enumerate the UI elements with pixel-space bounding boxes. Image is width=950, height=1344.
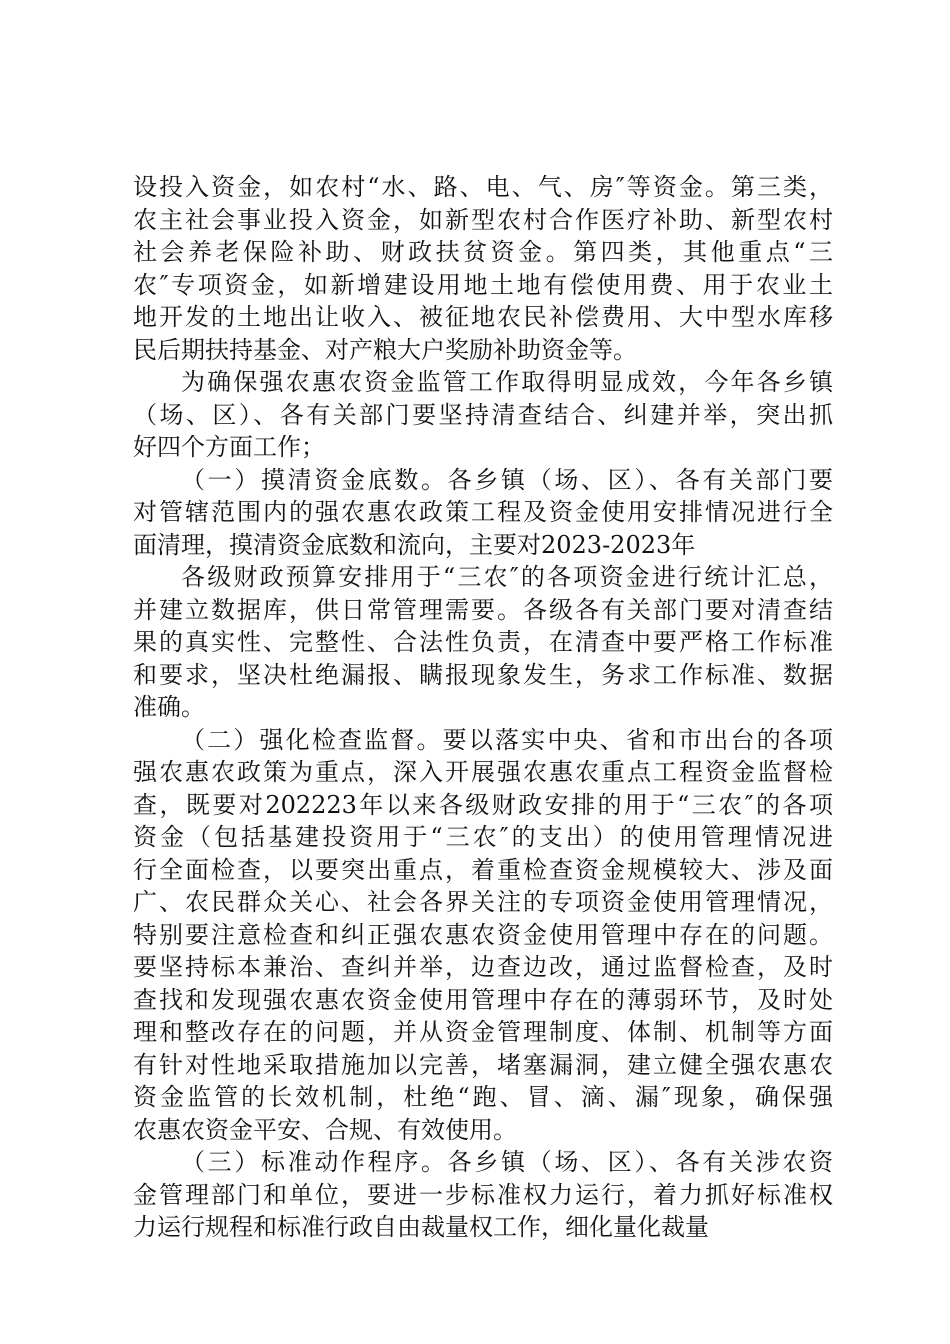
text-line: 并建立数据库，供日常管理需要。各级各有关部门要对清查结 bbox=[133, 595, 833, 624]
text-line: （二）强化检查监督。要以落实中央、省和市出台的各项 bbox=[181, 725, 833, 754]
text-line: 强农惠农政策为重点，深入开展强农惠农重点工程资金监督检 bbox=[133, 758, 833, 786]
text-line: 对管辖范围内的强农惠农政策工程及资金使用安排情况进行全 bbox=[133, 498, 833, 526]
text-line: 地开发的土地出让收入、被征地农民补偿费用、大中型水库移 bbox=[133, 303, 833, 331]
text-line: 理和整改存在的问题，并从资金管理制度、体制、机制等方面 bbox=[133, 1018, 833, 1046]
text-line: 特别要注意检查和纠正强农惠农资金使用管理中存在的问题。 bbox=[133, 920, 833, 949]
text-line: 有针对性地采取措施加以完善，堵塞漏洞，建立健全强农惠农 bbox=[133, 1050, 833, 1079]
text-line: 广、农民群众关心、社会各界关注的专项资金使用管理情况， bbox=[133, 888, 833, 916]
text-line: （一）摸清资金底数。各乡镇（场、区）、各有关部门要 bbox=[181, 465, 833, 494]
text-line: 力运行规程和标准行政自由裁量权工作，细化量化裁量 bbox=[133, 1213, 709, 1241]
text-line: （场、区）、各有关部门要坚持清查结合、纠建并举，突出抓 bbox=[133, 400, 833, 429]
text-line: 查，既要对202223年以来各级财政安排的用于“三农″的各项 bbox=[133, 790, 833, 819]
document-body bbox=[133, 171, 833, 1244]
text-line: 和要求，坚决杜绝漏报、瞒报现象发生，务求工作标准、数据 bbox=[133, 660, 833, 689]
text-line: 农主社会事业投入资金，如新型农村合作医疗补助、新型农村 bbox=[133, 205, 833, 234]
text-line: 为确保强农惠农资金监管工作取得明显成效，今年各乡镇 bbox=[181, 368, 833, 396]
text-line: 好四个方面工作； bbox=[133, 433, 325, 461]
text-line: 金管理部门和单位，要进一步标准权力运行，着力抓好标准权 bbox=[133, 1180, 833, 1209]
text-line: 查找和发现强农惠农资金使用管理中存在的薄弱环节，及时处 bbox=[133, 985, 833, 1014]
text-line: 面清理，摸清资金底数和流向，主要对2023-2023年 bbox=[133, 530, 696, 559]
text-line: 设投入资金，如农村“水、路、电、气、房″等资金。第三类， bbox=[133, 173, 833, 201]
text-line: 社会养老保险补助、财政扶贫资金。第四类，其他重点“三 bbox=[133, 238, 833, 266]
text-line: 资金监管的长效机制，杜绝“跑、冒、滴、漏″现象，确保强 bbox=[133, 1083, 833, 1111]
text-line: （三）标准动作程序。各乡镇（场、区）、各有关涉农资 bbox=[181, 1148, 833, 1176]
text-line: 要坚持标本兼治、查纠并举，边查边改，通过监督检查，及时 bbox=[133, 953, 833, 981]
text-line: 各级财政预算安排用于“三农″的各项资金进行统计汇总， bbox=[181, 563, 833, 591]
text-line: 准确。 bbox=[133, 693, 205, 721]
text-line: 农″专项资金，如新增建设用地土地有偿使用费、用于农业土 bbox=[133, 270, 833, 299]
text-line: 农惠农资金平安、合规、有效使用。 bbox=[133, 1115, 517, 1144]
text-line: 民后期扶持基金、对产粮大户奖励补助资金等。 bbox=[133, 335, 637, 364]
text-line: 行全面检查，以要突出重点，着重检查资金规模较大、涉及面 bbox=[133, 855, 833, 884]
text-line: 资金（包括基建投资用于“三农″的支出）的使用管理情况进 bbox=[133, 823, 833, 851]
text-line: 果的真实性、完整性、合法性负责，在清查中要严格工作标准 bbox=[133, 628, 833, 656]
